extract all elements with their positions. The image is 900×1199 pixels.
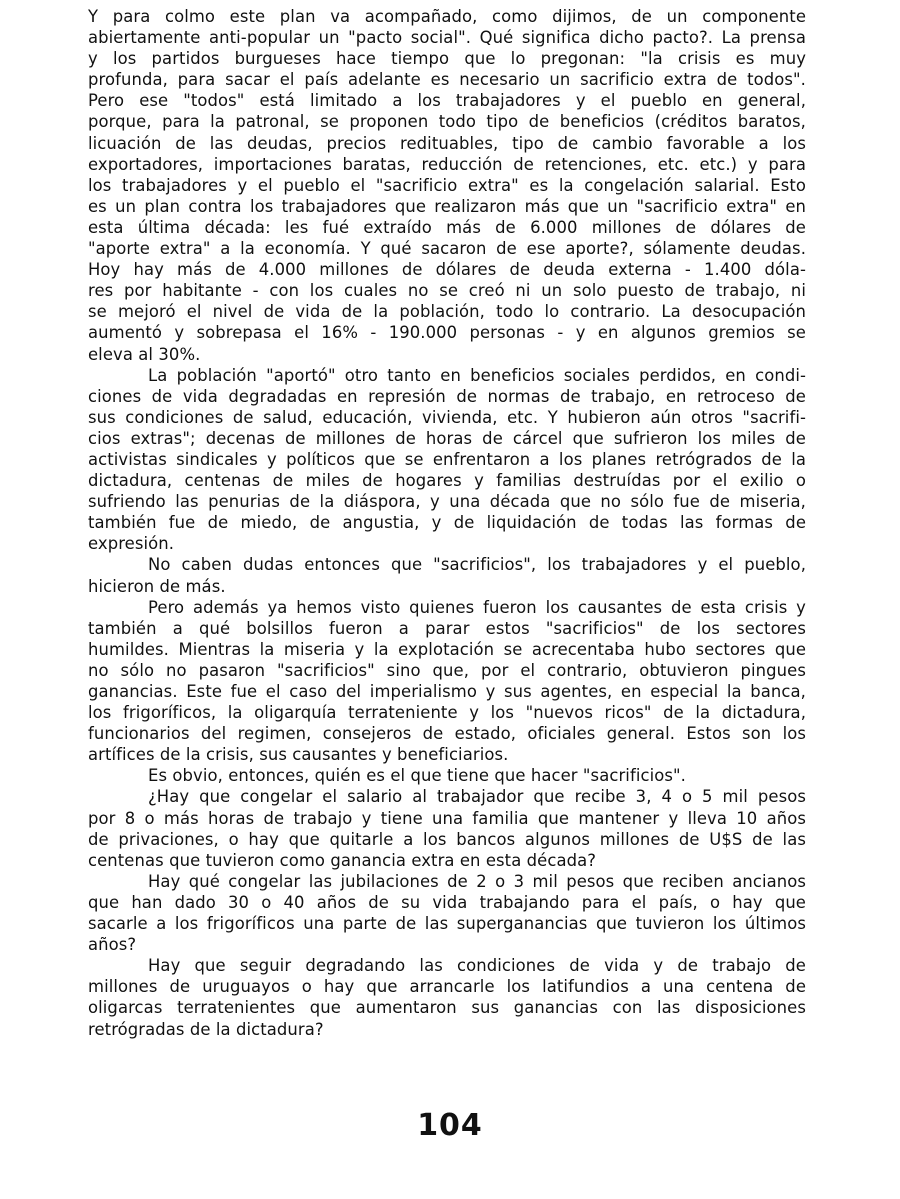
- paragraph: [88, 871, 806, 955]
- text-line: sacarle a los frigoríficos una parte de las superganancias que tuvieron los últimos: [88, 914, 806, 934]
- text-line: aumentó y sobrepasa el 16% - 190.000 personas - y en algunos gremios se: [88, 323, 806, 343]
- text-line: porque, para la patronal, se proponen todo tipo de beneficios (créditos baratos,: [88, 112, 806, 132]
- text-line: funcionarios del regimen, consejeros de estado, oficiales general. Estos son los: [88, 724, 806, 744]
- page-body: [88, 6, 806, 1040]
- text-line: hicieron de más.: [88, 576, 226, 596]
- text-line: se mejoró el nivel de vida de la población, todo lo contrario. La desocupación: [88, 302, 806, 322]
- text-line: Es obvio, entonces, quién es el que tiene que hacer "sacrificios".: [148, 766, 686, 786]
- text-line: sus condiciones de salud, educación, vivienda, etc. Y hubieron aún otros "sacrifi-: [88, 407, 806, 427]
- text-line: profunda, para sacar el país adelante es necesario un sacrificio extra de todos".: [88, 70, 806, 90]
- text-line: años?: [88, 935, 137, 955]
- text-line: abiertamente anti-popular un "pacto social". Qué significa dicho pacto?. La prensa: [88, 28, 806, 48]
- text-line: los frigoríficos, la oligarquía terrateniente y los "nuevos ricos" de la dictadura,: [88, 703, 806, 723]
- text-line: No caben dudas entonces que "sacrificios", los trabajadores y el pueblo,: [148, 555, 806, 575]
- page-number: 104: [417, 1108, 483, 1143]
- text-line: La población "aportó" otro tanto en beneficios sociales perdidos, en condi-: [148, 365, 806, 385]
- text-line: artífices de la crisis, sus causantes y beneficiarios.: [88, 745, 509, 765]
- text-line: es un plan contra los trabajadores que realizaron más que un "sacrificio extra" en: [88, 196, 806, 216]
- text-line: ciones de vida degradadas en represión de normas de trabajo, en retroceso de: [88, 386, 806, 406]
- text-line: millones de uruguayos o hay que arrancarle los latifundios a una centena de: [88, 977, 806, 997]
- text-line: no sólo no pasaron "sacrificios" sino que, por el contrario, obtuvieron pingues: [88, 660, 806, 680]
- text-line: retrógradas de la dictadura?: [88, 1019, 324, 1039]
- text-line: que han dado 30 o 40 años de su vida trabajando para el país, o hay que: [88, 892, 806, 912]
- paragraph: [88, 765, 806, 786]
- text-line: licuación de las deudas, precios redituables, tipo de cambio favorable a los: [88, 133, 806, 153]
- text-line: esta última década: les fué extraído más de 6.000 millones de dólares de: [88, 217, 806, 237]
- text-line: Pero ese "todos" está limitado a los trabajadores y el pueblo en general,: [88, 91, 806, 111]
- text-line: los trabajadores y el pueblo el "sacrificio extra" es la congelación salarial. Esto: [88, 175, 806, 195]
- text-line: exportadores, importaciones baratas, reducción de retenciones, etc. etc.) y para: [88, 154, 806, 174]
- text-line: "aporte extra" a la economía. Y qué sacaron de ese aporte?, sólamente deudas.: [88, 239, 806, 259]
- text-line: sufriendo las penurias de la diáspora, y una década que no sólo fue de miseria,: [88, 492, 806, 512]
- text-line: cios extras"; decenas de millones de horas de cárcel que sufrieron los miles de: [88, 428, 806, 448]
- text-line: humildes. Mientras la miseria y la explotación se acrecentaba hubo sectores que: [88, 639, 806, 659]
- text-line: de privaciones, o hay que quitarle a los bancos algunos millones de U$S de las: [88, 829, 806, 849]
- text-line: centenas que tuvieron como ganancia extra en esta década?: [88, 850, 597, 870]
- text-line: Hoy hay más de 4.000 millones de dólares de deuda externa - 1.400 dóla-: [88, 260, 806, 280]
- text-line: también a qué bolsillos fueron a parar estos "sacrificios" de los sectores: [88, 618, 806, 638]
- text-line: ¿Hay que congelar el salario al trabajador que recibe 3, 4 o 5 mil pesos: [148, 787, 806, 807]
- text-line: expresión.: [88, 534, 175, 554]
- text-line: eleva al 30%.: [88, 344, 201, 364]
- text-line: ganancias. Este fue el caso del imperialismo y sus agentes, en especial la banca,: [88, 682, 806, 701]
- paragraph: [88, 6, 806, 365]
- text-line: y los partidos burgueses hace tiempo que lo pregonan: "la crisis es muy: [88, 49, 806, 69]
- text-line: Hay que seguir degradando las condiciones de vida y de trabajo de: [148, 956, 806, 976]
- text-line: también fue de miedo, de angustia, y de liquidación de todas las formas de: [88, 513, 806, 533]
- paragraph: [88, 554, 806, 596]
- paragraph: [88, 365, 806, 555]
- text-line: oligarcas terratenientes que aumentaron sus ganancias con las disposiciones: [88, 998, 806, 1018]
- text-line: activistas sindicales y políticos que se enfrentaron a los planes retrógrados de la: [88, 449, 806, 469]
- text-line: Y para colmo este plan va acompañado, como dijimos, de un componente: [88, 7, 806, 26]
- text-line: Pero además ya hemos visto quienes fueron los causantes de esta crisis y: [148, 597, 806, 617]
- paragraph: [88, 786, 806, 870]
- text-line: res por habitante - con los cuales no se creó ni un solo puesto de trabajo, ni: [88, 281, 806, 301]
- text-line: Hay qué congelar las jubilaciones de 2 o 3 mil pesos que reciben ancianos: [148, 871, 806, 891]
- paragraph: [88, 955, 806, 1039]
- text-line: dictadura, centenas de miles de hogares y familias destruídas por el exilio o: [88, 471, 806, 491]
- paragraph: [88, 597, 806, 766]
- text-line: por 8 o más horas de trabajo y tiene una familia que mantener y lleva 10 años: [88, 808, 806, 828]
